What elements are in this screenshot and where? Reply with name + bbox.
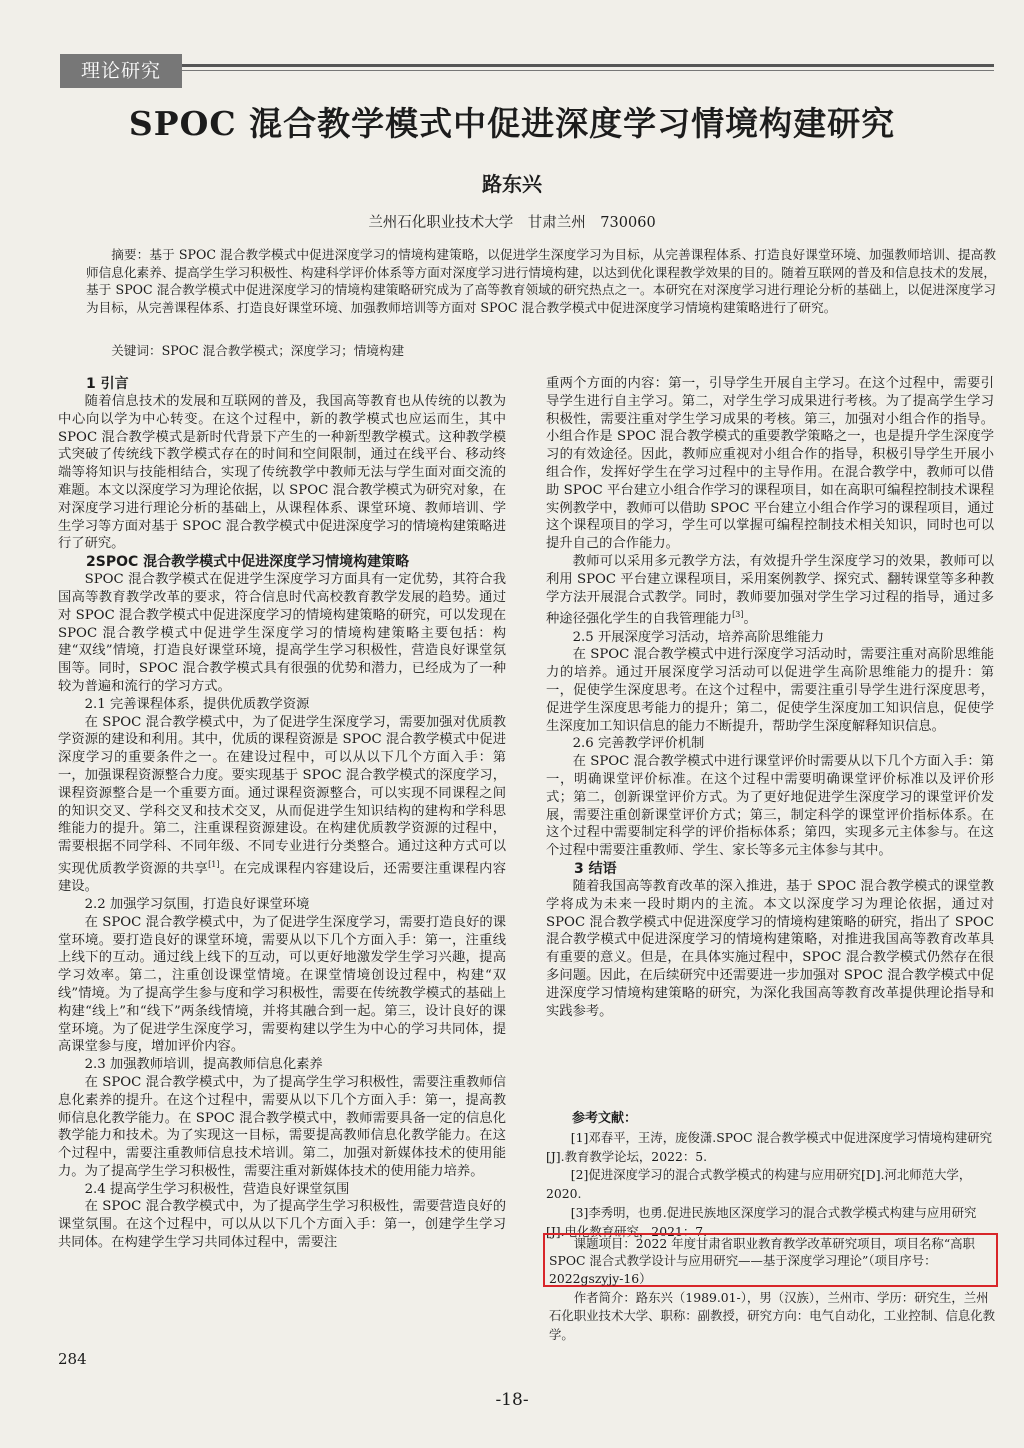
- project-info: 课题项目：2022 年度甘肃省职业教育教学改革研究项目，项目名称“高职 SPOC 混合式教学设计与应用研究——基于深度学习理论”（项目序号：2022gszyjy-16）: [549, 1236, 975, 1286]
- heading-strategy: 2SPOC 混合教学模式中促进深度学习情境构建策略: [86, 554, 410, 571]
- paragraph: 在 SPOC 混合教学模式中，为了提高学生学习积极性，需要注重教师信息化素养的提升。在这个过程中，需要从以下几个方面入手：第一，提高教师信息化教学能力。在 SPOC 混合教学模式中，教师需要具备一定的信息化教学能力和技术。为了实现这一目标，需要提高教师信息化教学能力。在这个过程中，需要注重教师信息技术培训。第二，加强对新媒体技术的使用能力。为了提高学生学习积极性，需要注重对新媒体技术的使用能力培养。: [58, 1074, 506, 1179]
- paragraph: 在 SPOC 混合教学模式中进行课堂评价时需要从以下几个方面入手：第一，明确课堂评价标准。在这个过程中需要明确课堂评价标准以及评价形式；第二，创新课堂评价方式。为了更好地促进学生深度学习的课堂评价发展，需要注重创新课堂评价方式；第三，制定科学的课堂评价指标体系。在这个过程中需要制定科学的评价指标体系；第四，实现多元主体参与。在这个过程中需要注重教师、学生、家长等多元主体参与其中。: [546, 754, 994, 859]
- citation: [3]: [732, 610, 744, 620]
- paragraph-text: 。: [743, 611, 757, 627]
- reference-item: [3]李秀明，也勇.促进民族地区深度学习的混合式教学模式构建与应用研究[J].电化教育研究，2021：7.: [546, 1204, 977, 1239]
- paragraph: 在 SPOC 混合教学模式中进行深度学习活动时，需要注重对高阶思维能力的培养。通过开展深度学习活动可以促进学生高阶思维能力的提升：第一，促使学生深度思考。在这个过程中，需要注重引导学生进行深度思考，促进学生深度思考能力的提升；第二，促使学生深度加工知识信息，促使学生深度加工知识信息的能力不断提升，帮助学生深度解释知识信息。: [546, 647, 994, 734]
- subheading-2-2: 2.2 加强学习氛围，打造良好课堂环境: [84, 896, 310, 912]
- paragraph-text: 在 SPOC 混合教学模式中，为了促进学生深度学习，需要加强对优质教学资源的建设和利用。其中，优质的课程资源是 SPOC 混合教学模式中促进深度学习的重要条件之一。在建设过程中，可以从以下几个方面入手：第一，加强课程资源整合力度。要实现基于 SPOC 混合教学模式的深度学习，课程资源整合是一个重要方面。通过课程资源整合，可以实现不同课程之间的知识交叉、学科交叉和技术交叉，从而促进学生知识结构的建构和学科思维能力的提升。第二，注重课程资源建设。在构建优质教学资源的过程中，需要根据不同学科、不同年级、不同专业进行分类整合。通过这种方式可以实现优质教学资源的共享: [58, 714, 506, 877]
- subheading-2-4: 2.4 提高学生学习积极性，营造良好课堂氛围: [84, 1181, 350, 1197]
- paragraph: 随着信息技术的发展和互联网的普及，我国高等教育也从传统的以教为中心向以学为中心转变。在这个过程中，新的教学模式也应运而生，其中 SPOC 混合教学模式是新时代背景下产生的一种新型教学模式。这种教学模式突破了传统线下教学模式存在的时间和空间限制，通过在线平台、移动终端等将知识与技能相结合，实现了传统教学中教师无法与学生面对面交流的难题。本文以深度学习为理论依据，以 SPOC 混合教学模式为研究对象，在对深度学习进行理论分析的基础上，从课程体系、课堂环境、教师培训、学生学习等方面对基于 SPOC 混合教学模式中促进深度学习的情境构建策略进行了研究。: [58, 394, 506, 552]
- keywords: 关键词：SPOC 混合教学模式；深度学习；情境构建: [111, 343, 405, 358]
- abstract: 摘要：基于 SPOC 混合教学模式中促进深度学习的情境构建策略，以促进学生深度学习为目标，从完善课程体系、打造良好课堂环境、加强教师培训、提高教师信息化素养、提高学生学习积极性、构建科学评价体系等方面对深度学习进行情境构建，以达到优化课程教学效果的目的。随着互联网的普及和信息技术的发展，基于 SPOC 混合教学模式中促进深度学习的情境构建策略研究成为了高等教育领域的研究热点之一。本研究在对深度学习进行理论分析的基础上，以促进深度学习为目标，从完善课程体系、打造良好课堂环境、加强教师培训等方面对 SPOC 混合教学模式中促进深度学习情境构建策略进行了研究。: [86, 247, 996, 316]
- citation: [1]: [208, 859, 220, 869]
- subheading-2-5: 2.5 开展深度学习活动，培养高阶思维能力: [572, 629, 825, 645]
- paragraph: 重两个方面的内容：第一，引导学生开展自主学习。在这个过程中，需要引导学生进行自主学习。第二，对学生学习成果进行考核。为了提高学生学习积极性，需要注重对学生学习成果的考核。第三，加强对小组合作的指导。小组合作是 SPOC 混合教学模式的重要教学策略之一，也是提升学生深度学习的有效途径。因此，教师应重视对小组合作的指导，积极引导学生开展小组合作，发挥好学生在学习过程中的主导作用。在混合教学中，教师可以借助 SPOC 平台建立小组合作学习的课程项目，如在高职可编程控制技术课程实例教学中，教师可以借助 SPOC 平台建立小组合作学习的课程项目，通过这个课程项目的学习，学生可以掌握可编程控制技术相关知识，同时也可以提升自己的合作能力。: [546, 376, 994, 552]
- references: [546, 1110, 994, 1242]
- left-column: [58, 375, 506, 1252]
- header-rule-thin: [182, 70, 994, 71]
- reference-item: [2]促进深度学习的混合式教学模式的构建与应用研究[D].河北师范大学，2020.: [546, 1167, 972, 1202]
- section-tag: 理论研究: [60, 54, 182, 88]
- subheading-2-6: 2.6 完善教学评价机制: [572, 736, 705, 752]
- subheading-2-1: 2.1 完善课程体系，提供优质教学资源: [84, 696, 310, 712]
- paragraph-text: 。在完成课程内容建设后，还需要注重课程内容建设。: [58, 861, 507, 895]
- paragraph: [546, 553, 994, 629]
- subheading-2-3: 2.3 加强教师培训，提高教师信息化素养: [84, 1057, 323, 1073]
- paragraph: 随着我国高等教育改革的深入推进，基于 SPOC 混合教学模式的课堂教学将成为未来一段时期内的主流。本文以深度学习为理论依据，通过对 SPOC 混合教学模式中促进深度学习的情境构建策略的研究，指出了 SPOC 混合教学模式中促进深度学习的情境构建策略，对推进我国高等教育改革具有重要的意义。但是，在具体实施过程中，SPOC 混合教学模式仍然存在很多问题。因此，在后续研究中还需要进一步加强对 SPOC 混合教学模式中促进深度学习情境构建策略的研究，为深化我国高等教育改革提供理论指导和实践参考。: [546, 878, 994, 1019]
- paragraph-text: 教师可以采用多元教学方法，有效提升学生深度学习的效果，教师可以利用 SPOC 平台建立课程项目，采用案例教学、探究式、翻转课堂等多种教学方法开展混合式教学。同时，教师要加强对学生学习过程的指导，通过多种途径强化学生的自我管理能力: [546, 553, 994, 627]
- paragraph: 在 SPOC 混合教学模式中，为了促进学生深度学习，需要打造良好的课堂环境。要打造良好的课堂环境，需要从以下几个方面入手：第一，注重线上线下的互动。通过线上线下的互动，可以更好地激发学生学习兴趣，提高学习效率。第二，注重创设课堂情境。在课堂情境创设过程中，构建“双线”情境。为了提高学生参与度和学习积极性，需要在传统教学模式的基础上构建“线上”和“线下”两条线情境，并将其融合到一起。第三，设计良好的课堂环境。为了促进学生深度学习，需要构建以学生为中心的学习共同体，提高课堂参与度，增加评价内容。: [58, 914, 506, 1055]
- author-bio: 作者简介：路东兴（1989.01-），男（汉族），兰州市、学历：研究生，兰州石化职业技术大学、职称：副教授，研究方向：电气自动化，工业控制、信息化教学。: [549, 1290, 996, 1342]
- header-rule: [182, 64, 994, 67]
- references-title: 参考文献：: [572, 1111, 638, 1126]
- page-footer: -18-: [495, 1390, 529, 1410]
- right-column: [546, 375, 994, 1020]
- page-number: 284: [58, 1350, 87, 1368]
- heading-introduction: 1 引言: [86, 376, 129, 392]
- heading-conclusion: 3 结语: [574, 860, 617, 877]
- paragraph: [58, 714, 506, 896]
- affiliation: 兰州石化职业技术大学 甘肃兰州 730060: [368, 215, 656, 231]
- paragraph: 在 SPOC 混合教学模式中，为了提高学生学习积极性，需要营造良好的课堂氛围。在这个过程中，可以从以下几个方面入手：第一，创建学生学习共同体。在构建学生学习共同体过程中，需要注: [58, 1199, 506, 1251]
- paper-title: SPOC 混合教学模式中促进深度学习情境构建研究: [128, 104, 896, 143]
- paragraph: SPOC 混合教学模式在促进学生深度学习方面具有一定优势，其符合我国高等教育教学改革的要求，符合信息时代高校教育教学发展的趋势。通过对 SPOC 混合教学模式中促进深度学习的情境构建策略的研究，可以发现在 SPOC 混合教学模式中促进学生深度学习的情境构建策略主要包括：构建“双线”情境，打造良好课堂环境，提高学生学习积极性，营造良好课堂氛围等。同时，SPOC 混合教学模式具有很强的优势和潜力，已经成为了一种较为普遍和流行的学习方式。: [58, 572, 506, 694]
- author: 路东兴: [482, 172, 542, 196]
- reference-item: [1]邓春平，王涛，庞俊潇.SPOC 混合教学模式中促进深度学习情境构建研究[J].教育教学论坛，2022：5.: [546, 1129, 993, 1164]
